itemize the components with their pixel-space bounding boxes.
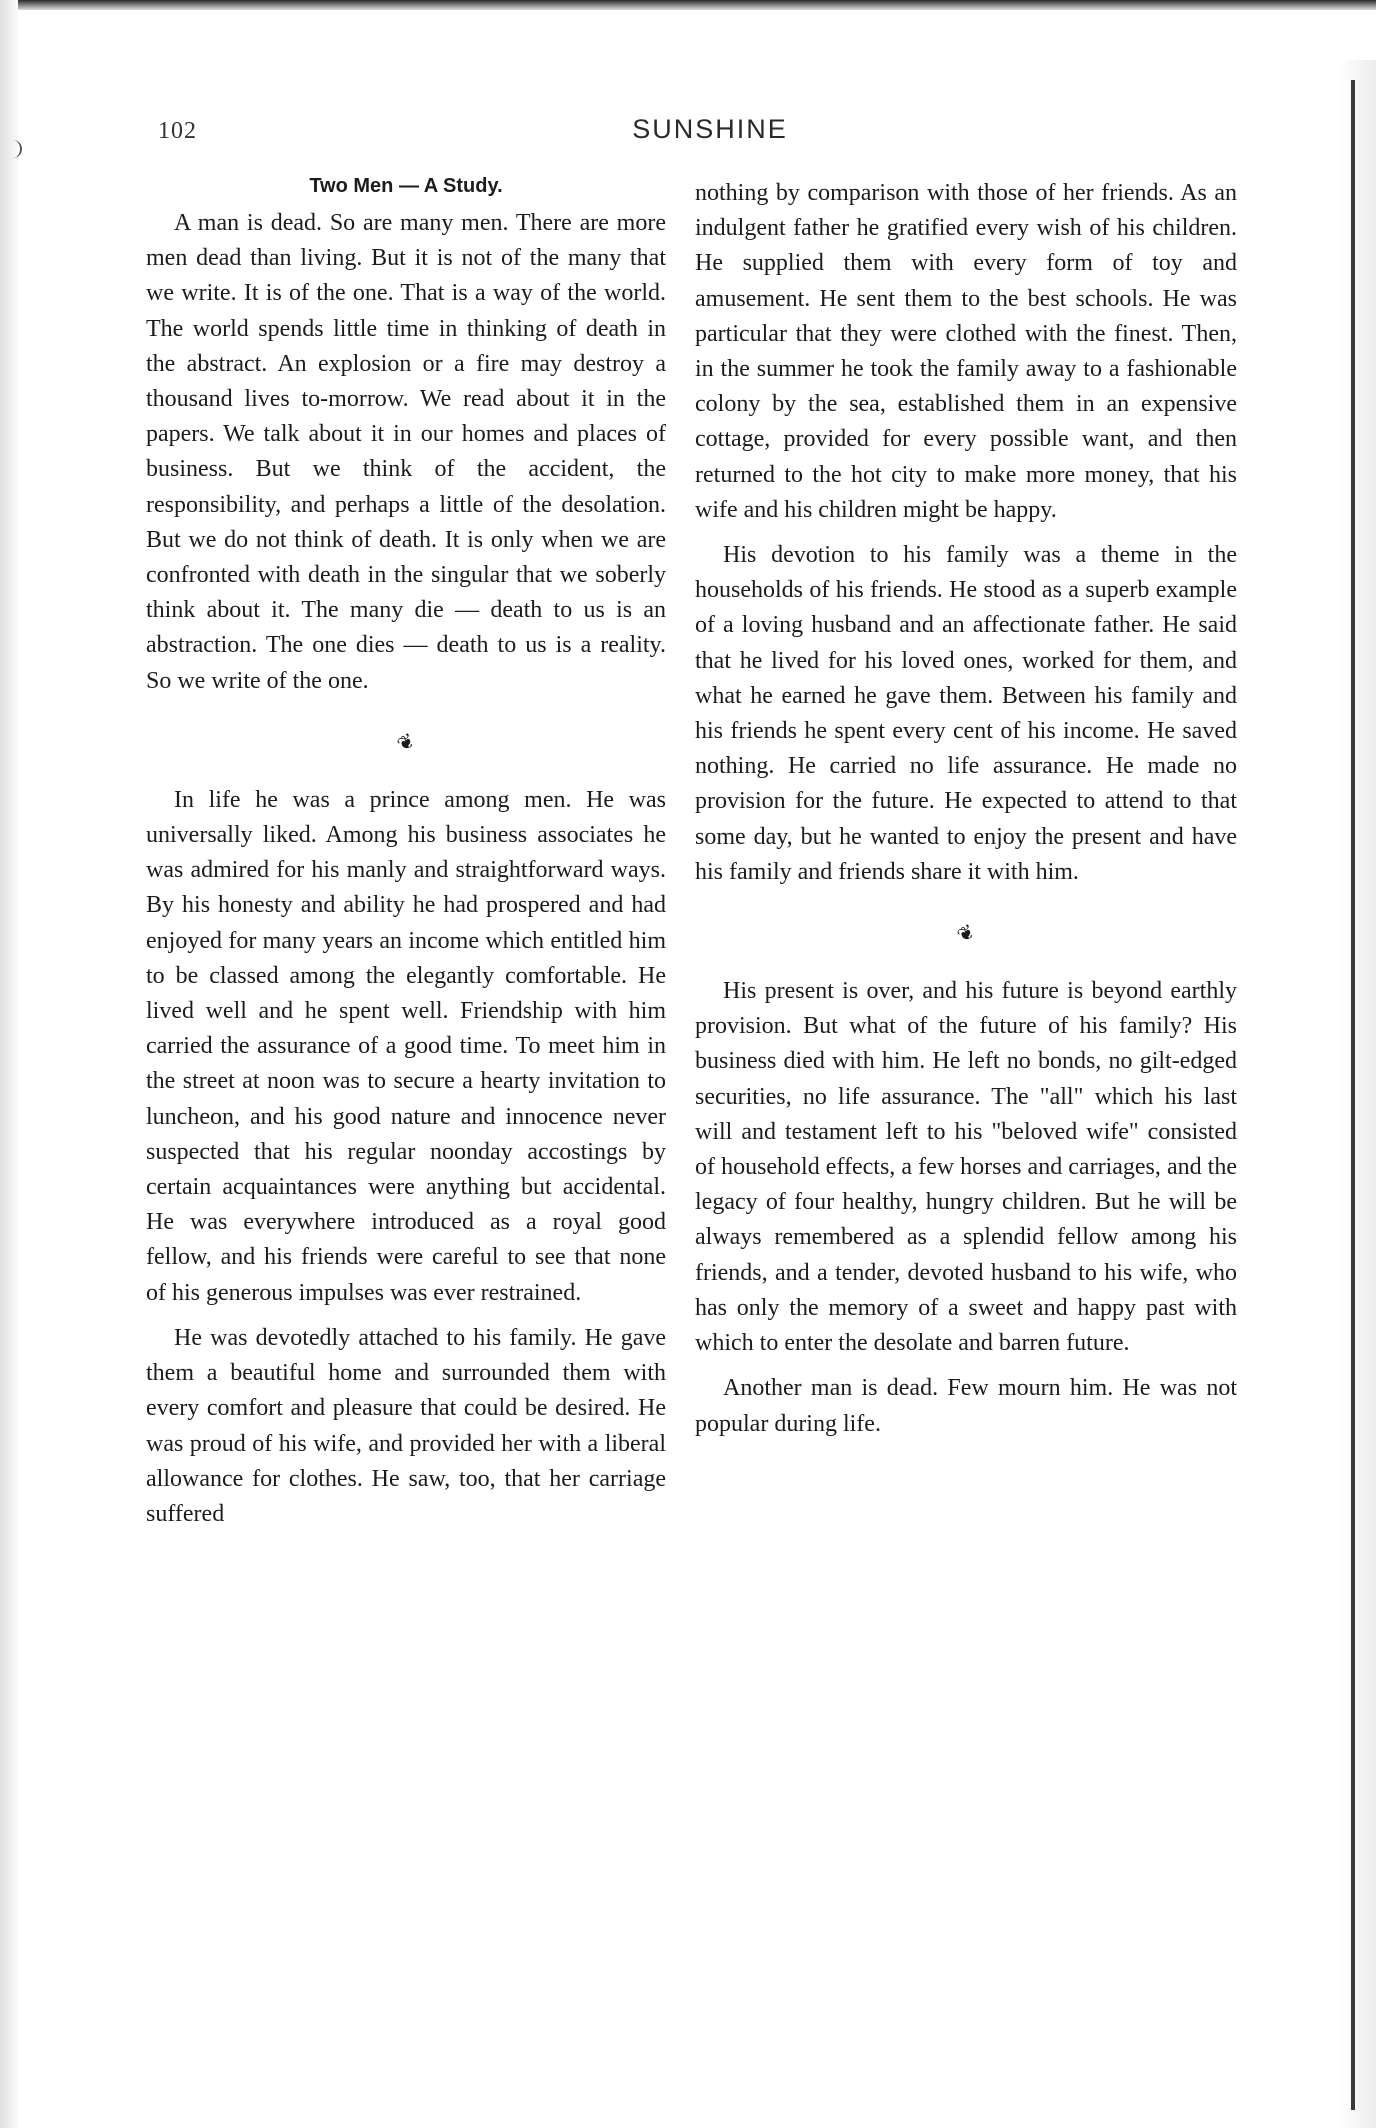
right-column (695, 176, 1237, 1452)
paragraph-2: In life he was a prince among men. He was universally liked. Among his business associates he was admired for his manly and straightforward ways. By his honesty and ability he had prospered and had enjoyed for many years an income which entitled him to be classed among the elegantly comfortable. He lived well and he spent well. Friendship with him carried the assurance of a good time. To meet him in the street at noon was to secure a hearty invitation to luncheon, and his good nature and innocence never suspected that his regular noonday accostings by certain acquaintances were anything but accidental. He was everywhere introduced as a royal good fellow, and his friends were careful to see that none of his generous impulses was ever restrained. (146, 786, 666, 1306)
paragraph-3: He was devotedly attached to his family. He gave them a beautiful home and surrounded them with every comfort and pleasure that could be desired. He was proud of his wife, and provided her with a liberal allowance for clothes. He saw, too, that her carriage suffered (146, 1324, 666, 1527)
fleuron-icon: ❦ (393, 729, 419, 757)
left-column (146, 172, 666, 1542)
binding-edge (1351, 80, 1355, 2110)
running-head: SUNSHINE (632, 114, 788, 144)
paragraph-4: His devotion to his family was a theme in the households of his friends. He stood as a superb example of a loving husband and an affectionate father. He said that he lived for his loved ones, worked for them, and what he earned he gave them. Between his family and his friends he spent every cent of his income. He saved nothing. He carried no life assurance. He made no provision for the future. He expected to attend to that some day, but he wanted to enjoy the present and have his family and friends share it with him. (695, 542, 1237, 885)
ornament-divider-1 (146, 709, 666, 783)
paragraph-6: Another man is dead. Few mourn him. He was not popular during life. (695, 1375, 1237, 1437)
paragraph-5: His present is over, and his future is beyond earthly provision. But what of the future of his family? His business died with him. He left no bonds, no gilt-edged securities, no life assurance. The "all" which his last will and testament left to his "beloved wife" consisted of household effects, a few horses and carriages, and the legacy of four healthy, hungry children. But he will be always remembered as a splendid fellow among his friends, and a tender, devoted husband to his wife, who has only the memory of a sweet and happy past with which to enter the desolate and barren future. (695, 978, 1237, 1357)
scan-edge-top (0, 0, 1376, 10)
paragraph-1: A man is dead. So are many men. There are more men dead than living. But it is not of the many that we write. It is of the one. That is a way of the world. The world spends little time in thinking of death in the abstract. An explosion or a fire may destroy a thousand lives to-morrow. We read about it in the papers. We talk about it in our homes and places of business. But we think of the accident, the responsibility, and perhaps a little of the desolation. But we do not think of death. It is only when we are confronted with death in the singular that we soberly think about it. The many die — death to us is an abstraction. The one dies — death to us is a reality. So we write of the one. (146, 210, 666, 694)
binding-shadow (1340, 60, 1376, 2128)
page-number: 102 (158, 118, 197, 144)
article-title: Two Men — A Study. (309, 175, 503, 197)
ornament-divider-2 (695, 900, 1237, 974)
paragraph-3-continued: nothing by comparison with those of her friends. As an indulgent father he gratified every wish of his children. He supplied them with every form of toy and amusement. He sent them to the best schools. He was particular that they were clothed with the finest. Then, in the summer he took the family away to a fashionable colony by the sea, established them in an expensive cottage, provided for every possible want, and then returned to the hot city to make more money, that his wife and his children might be happy. (695, 180, 1237, 523)
scan-edge-left (0, 0, 18, 2128)
scan-mark (10, 140, 22, 158)
fleuron-icon: ❦ (953, 920, 979, 948)
